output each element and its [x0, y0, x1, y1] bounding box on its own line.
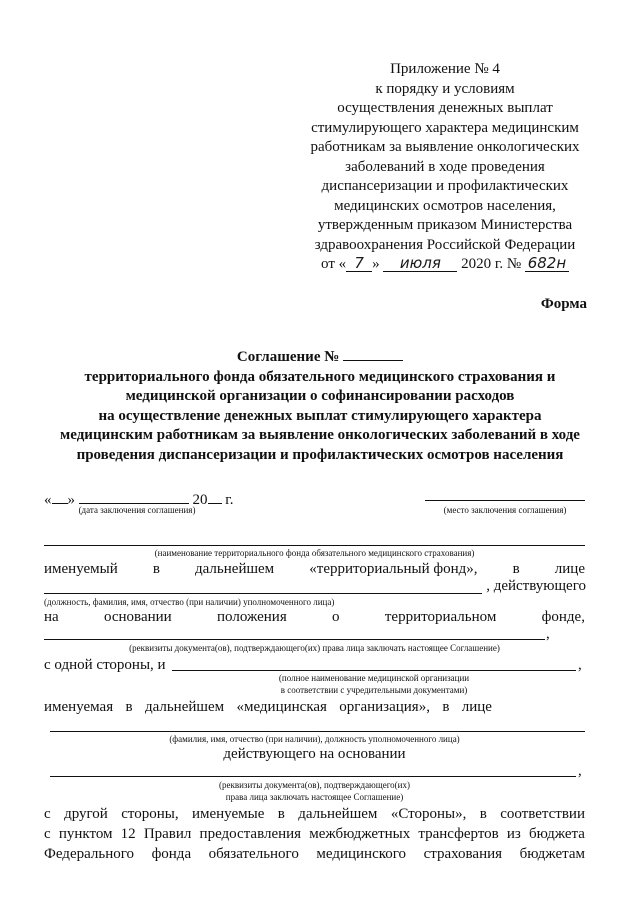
- annex-line: диспансеризации и профилактических: [321, 178, 569, 194]
- annex-line: здравоохранения Российской Федерации: [314, 236, 576, 253]
- fund-text-line: именуемый в дальнейшем «территориальный фонд», в лице: [44, 561, 585, 577]
- annex-line: работникам за выявление онкологических: [310, 139, 580, 155]
- place-caption: (место заключения соглашения): [443, 505, 567, 515]
- comma: ,: [578, 657, 582, 673]
- order-date-line: от « 7 » июля 2020 г. № 682н: [300, 255, 590, 275]
- agreement-number-blank: [343, 348, 403, 361]
- fund-docs-blank: [44, 639, 545, 640]
- title-line: территориального фонда обязательного медицинского страхования и: [84, 368, 556, 385]
- annex-line: к порядку и условиям: [375, 80, 515, 97]
- agreement-title: [30, 348, 610, 465]
- comma: ,: [546, 626, 550, 642]
- annex-line: утвержденным приказом Министерства: [317, 217, 573, 233]
- paragraph-line: с другой стороны, именуемые в дальнейшем «Стороны», в соответствии: [44, 806, 585, 822]
- basis-text-line: на основании положения о территориальном фонде,: [44, 609, 585, 625]
- fund-docs-caption: (реквизиты документа(ов), подтверждающего(их) права лица заключать настоящее Соглашение): [129, 643, 500, 653]
- org-docs-caption: права лица заключать настоящее Соглашение): [225, 792, 404, 802]
- paragraph-line: с пунктом 12 Правил предоставления межбюджетных трансфертов из бюджета: [44, 826, 585, 842]
- title-line: медицинским работникам за выявление онкологических заболеваний в ходе: [60, 427, 580, 443]
- annex-line: заболеваний в ходе проведения: [345, 158, 545, 175]
- one-side-text: с одной стороны, и: [44, 657, 166, 673]
- fund-name-caption: (наименование территориального фонда обязательного медицинского страхования): [154, 548, 475, 558]
- paragraph-line: Федерального фонда обязательного медицинского страхования бюджетам: [44, 846, 585, 862]
- acting-basis-text: действующего на основании: [223, 746, 406, 762]
- org-docs-blank: [50, 776, 576, 777]
- fund-person-caption: (должность, фамилия, имя, отчество (при наличии) уполномоченного лица): [44, 597, 335, 607]
- order-day: 7: [346, 255, 372, 272]
- annex-line: стимулирующего характера медицинским: [311, 119, 579, 136]
- org-name-caption: в соответствии с учредительными документами): [280, 685, 468, 695]
- annex-header: [300, 60, 590, 275]
- acting-text: , действующего: [486, 578, 586, 594]
- org-docs-caption: (реквизиты документа(ов), подтверждающего(их): [218, 780, 410, 790]
- org-name-blank: [172, 670, 576, 671]
- comma: ,: [578, 763, 582, 779]
- place-blank: [425, 500, 585, 501]
- annex-line: осуществления денежных выплат: [337, 100, 553, 116]
- form-label: Форма: [540, 296, 587, 312]
- annex-line: медицинских осмотров населения,: [334, 197, 556, 214]
- fund-name-blank: [44, 545, 585, 546]
- fund-person-blank: [44, 593, 482, 594]
- order-month: июля: [383, 255, 457, 272]
- date-caption: (дата заключения соглашения): [78, 505, 196, 515]
- order-number: 682н: [525, 255, 569, 272]
- date-line: « » 20 г.: [44, 487, 233, 509]
- title-line: проведения диспансеризации и профилактических осмотров населения: [76, 446, 564, 463]
- org-text-line: именуемая в дальнейшем «медицинская организация», в лице: [44, 699, 492, 715]
- title-line: на осуществление денежных выплат стимулирующего характера: [98, 407, 542, 424]
- org-name-caption: (полное наименование медицинской организации: [278, 673, 470, 683]
- annex-line: Приложение № 4: [390, 61, 500, 77]
- month-blank: [79, 487, 189, 504]
- org-person-caption: (фамилия, имя, отчество (при наличии), должность уполномоченного лица): [169, 734, 460, 744]
- title-line: медицинской организации о софинансировании расходов: [125, 388, 515, 404]
- title-line: Соглашение №: [30, 348, 610, 368]
- org-person-blank: [50, 731, 585, 732]
